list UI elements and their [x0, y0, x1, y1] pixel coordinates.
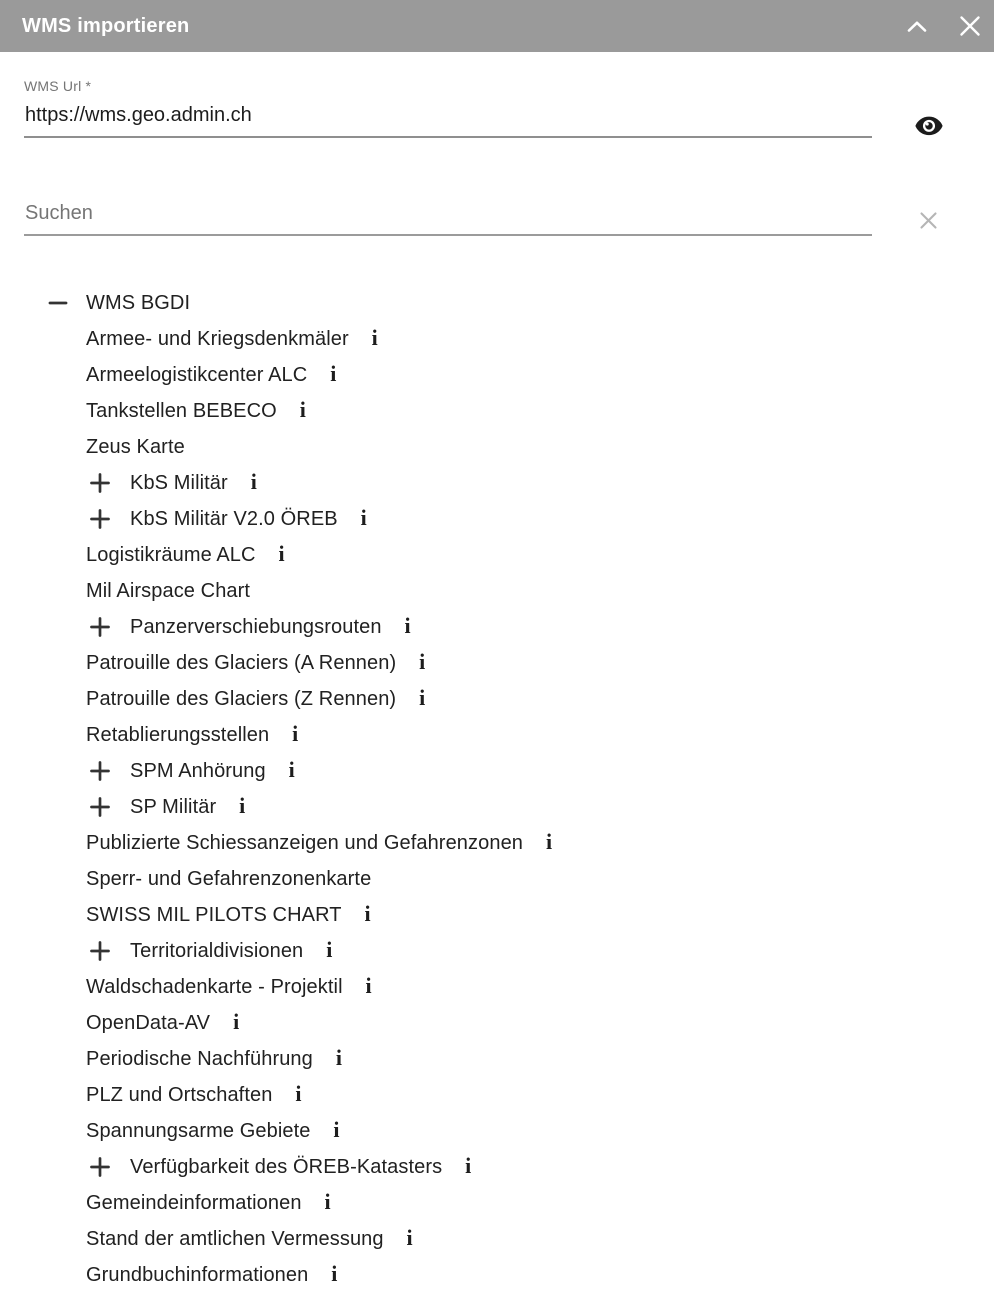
tree-item	[0, 465, 994, 501]
tree-item	[0, 717, 994, 753]
info-button[interactable]	[415, 650, 429, 676]
info-icon: i	[288, 757, 295, 782]
tree-item	[0, 573, 994, 609]
layer-label[interactable]: Mil Airspace Chart	[86, 579, 251, 602]
tree-item	[0, 645, 994, 681]
chevron-up-icon	[907, 21, 927, 32]
info-icon: i	[324, 1189, 331, 1214]
layer-label[interactable]: Armee- und Kriegsdenkmäler	[86, 327, 349, 350]
info-icon: i	[299, 397, 306, 422]
tree-item	[0, 429, 994, 465]
info-icon: i	[419, 685, 426, 710]
tree-item	[0, 1005, 994, 1041]
tree-item	[0, 861, 994, 897]
tree-item	[0, 969, 994, 1005]
layer-label[interactable]: SPM Anhörung	[130, 759, 266, 782]
tree-item	[0, 357, 994, 393]
info-button[interactable]	[326, 362, 340, 388]
tree-item	[0, 321, 994, 357]
info-icon: i	[406, 1225, 413, 1250]
collapse-node-button[interactable]	[46, 291, 70, 315]
header-actions	[905, 14, 982, 38]
dialog-body	[0, 52, 994, 1286]
plus-icon	[88, 471, 112, 495]
info-icon: i	[371, 325, 378, 350]
info-button[interactable]	[235, 794, 249, 820]
layer-label[interactable]: Territorialdivisionen	[130, 939, 304, 962]
tree-item	[0, 897, 994, 933]
plus-icon	[88, 939, 112, 963]
layer-label[interactable]: Logistikräume ALC	[86, 543, 256, 566]
info-icon: i	[292, 721, 299, 746]
layer-label[interactable]: Periodische Nachführung	[86, 1047, 313, 1070]
info-button[interactable]	[401, 614, 415, 640]
info-icon: i	[404, 613, 411, 638]
info-icon: i	[233, 1009, 240, 1034]
layer-label[interactable]: PLZ und Ortschaften	[86, 1083, 273, 1106]
layer-label[interactable]: Waldschadenkarte - Projektil	[86, 975, 343, 998]
expand-node-button[interactable]	[88, 1155, 112, 1179]
tree-item	[0, 1113, 994, 1149]
layer-label[interactable]: Panzerverschiebungsrouten	[130, 615, 382, 638]
layer-label[interactable]: SWISS MIL PILOTS CHART	[86, 903, 342, 926]
expand-node-button[interactable]	[88, 939, 112, 963]
dialog-title: WMS importieren	[22, 14, 190, 37]
info-icon: i	[335, 1045, 342, 1070]
info-icon: i	[365, 973, 372, 998]
tree-item	[0, 1221, 994, 1257]
eye-icon	[914, 116, 944, 137]
layer-label[interactable]: KbS Militär	[130, 471, 228, 494]
expand-node-button[interactable]	[88, 507, 112, 531]
info-button[interactable]	[357, 506, 371, 532]
info-icon: i	[330, 361, 337, 386]
layer-label[interactable]: Zeus Karte	[86, 435, 185, 458]
info-button[interactable]	[362, 974, 376, 1000]
tree-children	[0, 321, 994, 1293]
collapse-dialog-button[interactable]	[905, 14, 929, 38]
info-icon: i	[295, 1081, 302, 1106]
tree-item	[0, 1257, 994, 1293]
layer-label[interactable]: Patrouille des Glaciers (Z Rennen)	[86, 687, 397, 710]
plus-icon	[88, 759, 112, 783]
info-button[interactable]	[229, 1010, 243, 1036]
layer-label[interactable]: Spannungsarme Gebiete	[86, 1119, 311, 1142]
tree-item	[0, 753, 994, 789]
tree-item	[0, 1185, 994, 1221]
expand-node-button[interactable]	[88, 471, 112, 495]
tree-root-item	[0, 285, 994, 321]
info-icon: i	[326, 937, 333, 962]
info-button[interactable]	[461, 1154, 475, 1180]
plus-icon	[88, 1155, 112, 1179]
tree-item	[0, 825, 994, 861]
wms-url-label: WMS Url *	[24, 78, 92, 94]
layer-label[interactable]: Patrouille des Glaciers (A Rennen)	[86, 651, 397, 674]
tree-item	[0, 393, 994, 429]
info-button[interactable]	[332, 1046, 346, 1072]
layer-label[interactable]: Sperr- und Gefahrenzonenkarte	[86, 867, 372, 890]
tree-item	[0, 537, 994, 573]
layer-label[interactable]: Publizierte Schiessanzeigen und Gefahrenzonen	[86, 831, 524, 854]
info-button[interactable]	[368, 326, 382, 352]
tree-item	[0, 1077, 994, 1113]
layer-label[interactable]: Stand der amtlichen Vermessung	[86, 1227, 384, 1250]
expand-node-button[interactable]	[88, 759, 112, 783]
info-icon: i	[465, 1153, 472, 1178]
info-button[interactable]	[542, 830, 556, 856]
plus-icon	[88, 507, 112, 531]
info-button[interactable]	[322, 938, 336, 964]
layer-label[interactable]: Gemeindeinformationen	[86, 1191, 302, 1214]
minus-icon	[46, 291, 70, 315]
info-button[interactable]	[247, 470, 261, 496]
tree-item	[0, 681, 994, 717]
info-button[interactable]	[415, 686, 429, 712]
info-icon: i	[333, 1117, 340, 1142]
wms-url-field	[24, 52, 872, 138]
info-button[interactable]	[361, 902, 375, 928]
tree-item	[0, 1149, 994, 1185]
close-icon	[959, 15, 981, 37]
layer-group-label[interactable]: WMS BGDI	[86, 291, 191, 314]
plus-icon	[88, 615, 112, 639]
info-icon: i	[419, 649, 426, 674]
layer-label[interactable]: OpenData-AV	[86, 1011, 211, 1034]
layer-label[interactable]: KbS Militär V2.0 ÖREB	[130, 507, 338, 530]
info-button[interactable]	[275, 542, 289, 568]
tree-item	[0, 609, 994, 645]
info-button[interactable]	[329, 1118, 343, 1144]
tree-item	[0, 501, 994, 537]
info-button[interactable]	[403, 1226, 417, 1252]
search-field	[24, 196, 872, 236]
info-icon: i	[364, 901, 371, 926]
layer-label[interactable]: SP Militär	[130, 795, 217, 818]
info-icon: i	[250, 469, 257, 494]
info-button[interactable]	[288, 722, 302, 748]
tree-item	[0, 789, 994, 825]
clear-x-icon	[919, 211, 938, 230]
layer-label[interactable]: Tankstellen BEBECO	[86, 399, 277, 422]
wms-layer-tree	[0, 285, 994, 1293]
wms-url-input[interactable]	[24, 96, 872, 138]
info-button[interactable]	[327, 1262, 341, 1288]
info-icon: i	[331, 1261, 338, 1286]
expand-node-button[interactable]	[88, 615, 112, 639]
dialog-header	[0, 0, 994, 52]
tree-item	[0, 933, 994, 969]
tree-item	[0, 1041, 994, 1077]
layer-label[interactable]: Armeelogistikcenter ALC	[86, 363, 308, 386]
layer-label[interactable]: Retablierungsstellen	[86, 723, 270, 746]
info-icon: i	[278, 541, 285, 566]
plus-icon	[88, 795, 112, 819]
close-dialog-button[interactable]	[958, 14, 982, 38]
search-input[interactable]	[24, 196, 872, 236]
info-button[interactable]	[291, 1082, 305, 1108]
info-button[interactable]	[296, 398, 310, 424]
info-icon: i	[360, 505, 367, 530]
layer-label[interactable]: Verfügbarkeit des ÖREB-Katasters	[130, 1155, 443, 1178]
info-icon: i	[239, 793, 246, 818]
expand-node-button[interactable]	[88, 795, 112, 819]
clear-search-button[interactable]	[909, 201, 947, 239]
info-icon: i	[545, 829, 553, 854]
preview-wms-button[interactable]	[908, 105, 950, 147]
layer-label[interactable]: Grundbuchinformationen	[86, 1263, 309, 1286]
info-button[interactable]	[321, 1190, 335, 1216]
info-button[interactable]	[285, 758, 299, 784]
